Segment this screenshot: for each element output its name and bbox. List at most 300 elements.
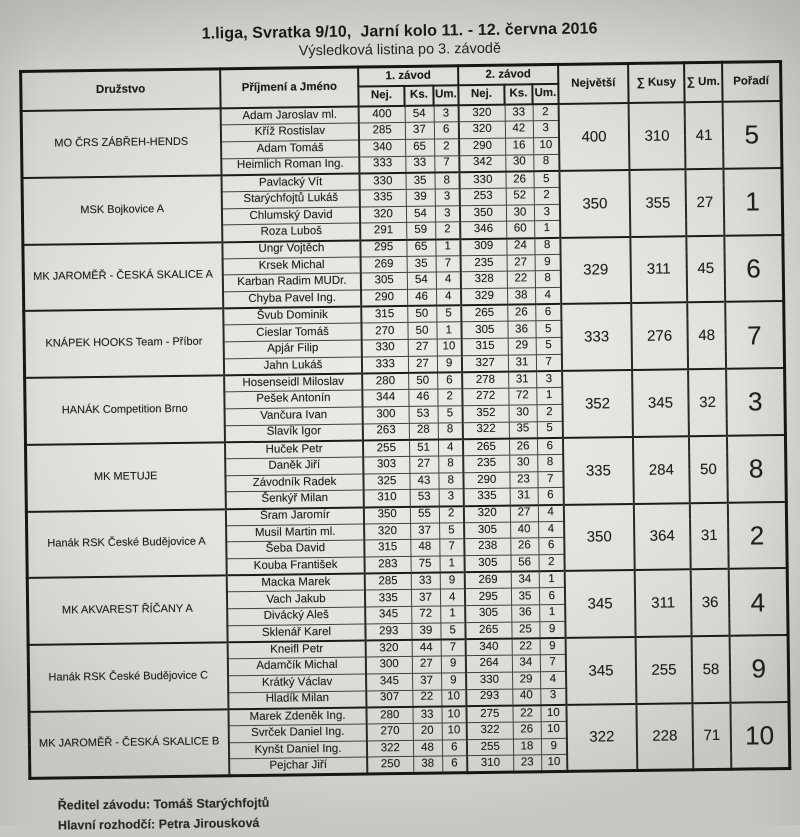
col-subheader-race1-nej: Nej. (358, 86, 404, 107)
race2-nej: 322 (463, 422, 509, 439)
race2-nej: 264 (466, 655, 512, 672)
player-name: Roza Luboš (222, 223, 360, 241)
race2-um: 7 (536, 354, 562, 371)
team-sum-um: 27 (685, 169, 724, 236)
team-sum-pieces: 228 (636, 703, 693, 770)
player-name: Závodník Radek (225, 474, 363, 492)
race2-nej: 235 (461, 255, 507, 272)
race1-um: 1 (435, 239, 460, 256)
race1-um: 8 (438, 422, 463, 439)
race1-nej: 285 (359, 123, 405, 140)
team-name: MSK Bojkovice A (22, 175, 223, 244)
race1-ks: 27 (409, 456, 438, 473)
race2-ks: 34 (511, 571, 539, 588)
race2-um: 2 (537, 404, 563, 421)
col-header-biggest: Největší (558, 64, 629, 104)
race1-nej: 263 (363, 423, 409, 440)
race1-um: 7 (436, 255, 461, 272)
player-name: Krátký Václav (228, 674, 366, 692)
race1-um: 10 (441, 706, 466, 723)
race1-nej: 283 (365, 556, 411, 573)
race2-um: 1 (539, 605, 565, 622)
race1-um: 3 (435, 205, 460, 222)
player-name: Jahn Lukáš (224, 357, 362, 375)
player-name: Marek Zdeněk Ing. (228, 707, 366, 725)
race1-um: 4 (438, 439, 463, 456)
race2-ks: 30 (509, 405, 537, 422)
race1-nej: 333 (359, 156, 405, 173)
race1-um: 10 (437, 339, 462, 356)
team-name: MK METUJE (25, 442, 226, 511)
race1-nej: 269 (361, 256, 407, 273)
race2-um: 4 (538, 504, 564, 521)
race2-um: 6 (537, 438, 563, 455)
race1-ks: 27 (408, 339, 437, 356)
race1-ks: 39 (406, 189, 435, 206)
race2-ks: 31 (508, 355, 536, 372)
race2-um: 4 (535, 287, 561, 304)
player-name: Huček Petr (225, 440, 363, 458)
race1-nej: 315 (364, 540, 410, 557)
player-name: Karban Radim MUDr. (223, 273, 361, 291)
race1-um: 7 (441, 639, 466, 656)
race1-ks: 72 (411, 606, 440, 623)
race2-ks: 35 (509, 421, 537, 438)
team-name: KNÁPEK HOOKS Team - Příbor (23, 309, 224, 378)
player-name: Kouba František (227, 557, 365, 575)
team-rank: 2 (728, 501, 787, 569)
player-name: Kneifl Petr (228, 641, 366, 659)
race2-um: 5 (533, 171, 559, 188)
race1-um: 6 (442, 756, 467, 773)
race1-nej: 330 (362, 340, 408, 357)
race2-um: 3 (536, 371, 562, 388)
race1-um: 1 (440, 606, 465, 623)
race2-nej: 295 (465, 589, 511, 606)
race1-ks: 46 (407, 289, 436, 306)
results-table (19, 60, 791, 780)
race1-ks: 51 (409, 439, 438, 456)
race1-ks: 22 (412, 690, 441, 707)
race2-ks: 56 (510, 555, 538, 572)
race2-ks: 60 (506, 221, 534, 238)
race1-um: 1 (436, 322, 461, 339)
race1-um: 9 (441, 656, 466, 673)
race2-ks: 22 (512, 705, 540, 722)
page-title: 1.liga, Svratka 9/10, Jarní kolo 11. - 12. června 2016 (0, 18, 800, 46)
player-name: Šeba David (226, 540, 364, 558)
team-sum-um: 50 (689, 436, 728, 503)
race2-nej: 322 (467, 722, 513, 739)
race1-ks: 53 (409, 406, 438, 423)
race1-um: 6 (437, 372, 462, 389)
team-sum-um: 48 (687, 302, 726, 369)
col-header-race2: 2. závod (458, 64, 558, 85)
col-subheader-race2-um: Um. (532, 84, 558, 104)
col-subheader-race2-nej: Nej. (458, 85, 504, 106)
race1-um: 2 (439, 506, 464, 523)
race1-ks: 54 (405, 106, 434, 123)
race2-um: 1 (534, 221, 560, 238)
player-name: Adamčík Michal (228, 657, 366, 675)
race1-nej: 280 (362, 373, 408, 390)
race2-um: 9 (535, 254, 561, 271)
team-biggest: 400 (559, 103, 630, 171)
race1-nej: 295 (360, 239, 406, 256)
team-rank: 7 (725, 301, 784, 369)
race1-nej: 344 (362, 390, 408, 407)
player-name: Pavlacký Vít (221, 173, 359, 191)
team-name: MK JAROMĚŘ - ČESKÁ SKALICE A (22, 242, 223, 311)
race1-um: 7 (439, 539, 464, 556)
race1-nej: 322 (367, 740, 413, 757)
team-biggest: 350 (559, 170, 630, 238)
race1-nej: 285 (365, 573, 411, 590)
team-sum-pieces: 364 (634, 503, 691, 570)
race2-nej: 328 (461, 271, 507, 288)
race1-ks: 65 (405, 139, 434, 156)
race2-ks: 26 (509, 438, 537, 455)
race2-um: 2 (534, 187, 560, 204)
race2-nej: 305 (465, 605, 511, 622)
race2-ks: 26 (507, 305, 535, 322)
race1-um: 4 (440, 589, 465, 606)
race2-ks: 26 (505, 171, 533, 188)
race2-ks: 26 (510, 538, 538, 555)
race1-um: 6 (434, 122, 459, 139)
race2-nej: 320 (464, 505, 510, 522)
race2-um: 7 (540, 655, 566, 672)
race1-ks: 55 (410, 506, 439, 523)
race1-nej: 291 (360, 223, 406, 240)
player-name: Heimlich Roman Ing. (221, 157, 359, 175)
race2-ks: 38 (507, 288, 535, 305)
race2-nej: 329 (461, 288, 507, 305)
player-name: Adam Jaroslav ml. (221, 107, 359, 125)
race1-nej: 310 (364, 490, 410, 507)
team-sum-um: 36 (691, 569, 730, 636)
race2-um: 4 (538, 521, 564, 538)
race1-ks: 35 (407, 256, 436, 273)
race1-nej: 350 (364, 506, 410, 523)
team-sum-pieces: 255 (636, 636, 693, 703)
race1-nej: 307 (366, 690, 412, 707)
race1-ks: 27 (412, 656, 441, 673)
col-header-rank: Pořadí (722, 62, 781, 102)
race2-ks: 16 (505, 138, 533, 155)
race2-ks: 31 (510, 488, 538, 505)
team-sum-um: 41 (685, 102, 724, 169)
race1-nej: 325 (363, 473, 409, 490)
team-sum-um: 58 (692, 636, 731, 703)
team-biggest: 345 (566, 637, 637, 705)
race1-ks: 54 (407, 272, 436, 289)
race2-ks: 40 (510, 521, 538, 538)
player-name: Pešek Antonín (224, 390, 362, 408)
race1-nej: 270 (361, 323, 407, 340)
race1-ks: 46 (408, 389, 437, 406)
player-name: Kříž Rostislav (221, 123, 359, 141)
team-sum-pieces: 345 (632, 369, 689, 436)
race1-nej: 300 (366, 657, 412, 674)
team-rank: 8 (727, 435, 786, 503)
race1-ks: 48 (413, 740, 442, 757)
race1-ks: 43 (409, 473, 438, 490)
race2-um: 6 (538, 488, 564, 505)
race2-ks: 52 (506, 188, 534, 205)
race1-um: 2 (435, 222, 460, 239)
race2-ks: 23 (509, 471, 537, 488)
team-biggest: 335 (563, 437, 634, 505)
race2-nej: 309 (460, 238, 506, 255)
race1-nej: 320 (360, 206, 406, 223)
team-rank: 10 (730, 702, 789, 770)
race2-um: 1 (536, 388, 562, 405)
race2-um: 10 (541, 721, 567, 738)
race2-um: 9 (540, 638, 566, 655)
col-header-race1: 1. závod (358, 66, 458, 87)
officials-footer (58, 786, 800, 836)
race2-um: 3 (534, 204, 560, 221)
race1-ks: 20 (413, 723, 442, 740)
race1-nej: 320 (366, 640, 412, 657)
race2-nej: 272 (462, 388, 508, 405)
race1-ks: 38 (413, 756, 442, 773)
race2-nej: 305 (461, 322, 507, 339)
race2-nej: 235 (463, 455, 509, 472)
race1-um: 9 (440, 572, 465, 589)
race1-um: 1 (439, 556, 464, 573)
race2-um: 10 (541, 755, 567, 772)
race2-nej: 315 (462, 338, 508, 355)
race2-ks: 29 (512, 672, 540, 689)
race2-nej: 293 (466, 689, 512, 706)
race2-ks: 30 (505, 154, 533, 171)
col-subheader-race1-um: Um. (433, 85, 458, 105)
race2-um: 4 (540, 671, 566, 688)
race1-um: 5 (440, 623, 465, 640)
race2-um: 7 (537, 471, 563, 488)
player-name: Šram Jaromír (226, 507, 364, 525)
team-sum-pieces: 310 (629, 102, 686, 169)
team-sum-pieces: 355 (629, 169, 686, 236)
race2-ks: 40 (512, 688, 540, 705)
race1-ks: 28 (409, 423, 438, 440)
race2-ks: 72 (508, 388, 536, 405)
race1-um: 5 (438, 406, 463, 423)
race1-nej: 345 (365, 607, 411, 624)
player-name: Apjár Filip (224, 340, 362, 358)
team-sum-pieces: 311 (635, 569, 692, 636)
race2-um: 5 (537, 421, 563, 438)
team-sum-um: 32 (688, 369, 727, 436)
race2-nej: 310 (467, 755, 513, 772)
race2-nej: 305 (464, 555, 510, 572)
race1-um: 10 (441, 689, 466, 706)
race1-ks: 50 (408, 373, 437, 390)
race2-um: 2 (533, 104, 559, 121)
team-name: HANÁK Competition Brno (24, 375, 225, 444)
race2-um: 3 (533, 121, 559, 138)
race1-um: 3 (435, 189, 460, 206)
race2-nej: 330 (459, 171, 505, 188)
player-name: Chyba Pavel Ing. (223, 290, 361, 308)
race2-um: 5 (535, 321, 561, 338)
race1-um: 8 (438, 472, 463, 489)
race2-ks: 22 (512, 638, 540, 655)
team-name: Hanák RSK České Budějovice C (28, 642, 229, 711)
player-name: Adam Tomáš (221, 140, 359, 158)
page-subtitle: Výsledková listina po 3. závodě (0, 37, 800, 63)
race1-nej: 280 (366, 707, 412, 724)
race1-ks: 27 (408, 356, 437, 373)
race2-um: 6 (539, 588, 565, 605)
race1-ks: 53 (410, 489, 439, 506)
race1-ks: 50 (407, 306, 436, 323)
race2-um: 8 (533, 154, 559, 171)
race1-ks: 37 (411, 589, 440, 606)
team-sum-um: 31 (690, 502, 729, 569)
team-biggest: 322 (566, 704, 637, 772)
team-name: Hanák RSK České Budějovice A (26, 509, 227, 578)
team-sum-pieces: 311 (630, 236, 687, 303)
race2-um: 9 (541, 738, 567, 755)
race1-nej: 270 (367, 723, 413, 740)
col-header-sum-pieces: ∑ Kusy (628, 63, 685, 103)
race2-nej: 290 (459, 138, 505, 155)
team-biggest: 352 (562, 370, 633, 438)
race1-ks: 37 (405, 122, 434, 139)
race1-ks: 33 (405, 156, 434, 173)
race1-um: 6 (442, 739, 467, 756)
race1-nej: 315 (361, 306, 407, 323)
race2-ks: 31 (508, 371, 536, 388)
race2-ks: 25 (511, 622, 539, 639)
col-subheader-race2-ks: Ks. (504, 84, 532, 104)
race2-nej: 269 (465, 572, 511, 589)
race1-ks: 65 (406, 239, 435, 256)
race2-ks: 34 (512, 655, 540, 672)
race1-ks: 44 (412, 640, 441, 657)
team-name: MK AKVAREST ŘÍČANY A (27, 576, 228, 645)
race2-um: 1 (539, 571, 565, 588)
race1-nej: 300 (363, 406, 409, 423)
race2-ks: 42 (505, 121, 533, 138)
race1-nej: 340 (359, 139, 405, 156)
race1-ks: 33 (412, 706, 441, 723)
race1-ks: 37 (412, 673, 441, 690)
race2-ks: 27 (510, 505, 538, 522)
team-name: MO ČRS ZÁBŘEH-HENDS (21, 108, 222, 177)
race2-ks: 30 (506, 204, 534, 221)
player-name: Hosenseidl Miloslav (224, 374, 362, 392)
player-name: Sklenář Karel (227, 624, 365, 642)
race1-nej: 250 (367, 757, 413, 774)
race2-ks: 33 (505, 104, 533, 121)
race2-nej: 335 (464, 488, 510, 505)
race2-um: 8 (535, 271, 561, 288)
race1-nej: 335 (360, 189, 406, 206)
team-sum-um: 45 (686, 235, 725, 302)
player-name: Vach Jakub (227, 590, 365, 608)
col-subheader-race1-ks: Ks. (404, 86, 433, 106)
race2-nej: 305 (464, 522, 510, 539)
race2-nej: 340 (466, 639, 512, 656)
race1-um: 3 (439, 489, 464, 506)
race1-ks: 50 (407, 322, 436, 339)
race2-ks: 35 (511, 588, 539, 605)
race2-nej: 320 (459, 105, 505, 122)
race2-um: 10 (540, 705, 566, 722)
team-biggest: 350 (564, 503, 635, 571)
race2-ks: 22 (507, 271, 535, 288)
race2-nej: 265 (463, 438, 509, 455)
race1-ks: 39 (411, 623, 440, 640)
race1-um: 3 (434, 105, 459, 122)
race2-nej: 278 (462, 372, 508, 389)
race1-um: 8 (434, 172, 459, 189)
race1-um: 5 (439, 522, 464, 539)
player-name: Daněk Jiří (225, 457, 363, 475)
race1-ks: 54 (406, 206, 435, 223)
race2-nej: 330 (466, 672, 512, 689)
race2-um: 8 (534, 237, 560, 254)
race1-um: 9 (437, 356, 462, 373)
race1-um: 7 (434, 155, 459, 172)
player-name: Šenkýř Milan (226, 490, 364, 508)
race2-nej: 265 (461, 305, 507, 322)
team-rank: 9 (730, 635, 789, 703)
race2-nej: 265 (465, 622, 511, 639)
race2-nej: 327 (462, 355, 508, 372)
race2-ks: 23 (513, 755, 541, 772)
race1-um: 4 (436, 289, 461, 306)
race1-um: 10 (442, 723, 467, 740)
race2-nej: 342 (459, 155, 505, 172)
race1-nej: 303 (363, 456, 409, 473)
race1-nej: 255 (363, 440, 409, 457)
chief-referee-line: Hlavní rozhodčí: Petra Jirousková (58, 806, 800, 836)
race2-ks: 29 (508, 338, 536, 355)
team-rank: 4 (729, 568, 788, 636)
race2-nej: 352 (463, 405, 509, 422)
race2-ks: 24 (506, 238, 534, 255)
player-name: Švub Dominik (223, 307, 361, 325)
race2-um: 6 (538, 538, 564, 555)
player-name: Krsek Michal (223, 257, 361, 275)
race2-ks: 26 (513, 722, 541, 739)
player-name: Svrček Daniel Ing. (229, 724, 367, 742)
player-name: Vančura Ivan (225, 407, 363, 425)
race2-nej: 350 (460, 205, 506, 222)
team-sum-pieces: 284 (633, 436, 690, 503)
race1-nej: 305 (361, 273, 407, 290)
race1-nej: 400 (359, 106, 405, 123)
team-biggest: 329 (560, 237, 631, 305)
player-name: Ungr Vojtěch (222, 240, 360, 258)
race2-ks: 36 (507, 321, 535, 338)
race2-nej: 346 (460, 221, 506, 238)
race1-nej: 290 (361, 289, 407, 306)
race2-um: 9 (539, 621, 565, 638)
race2-ks: 30 (509, 455, 537, 472)
team-sum-pieces: 276 (631, 303, 688, 370)
race1-nej: 333 (362, 356, 408, 373)
race1-ks: 48 (410, 539, 439, 556)
player-name: Musil Martin ml. (226, 524, 364, 542)
player-name: Chlumský David (222, 207, 360, 225)
race2-um: 2 (538, 554, 564, 571)
